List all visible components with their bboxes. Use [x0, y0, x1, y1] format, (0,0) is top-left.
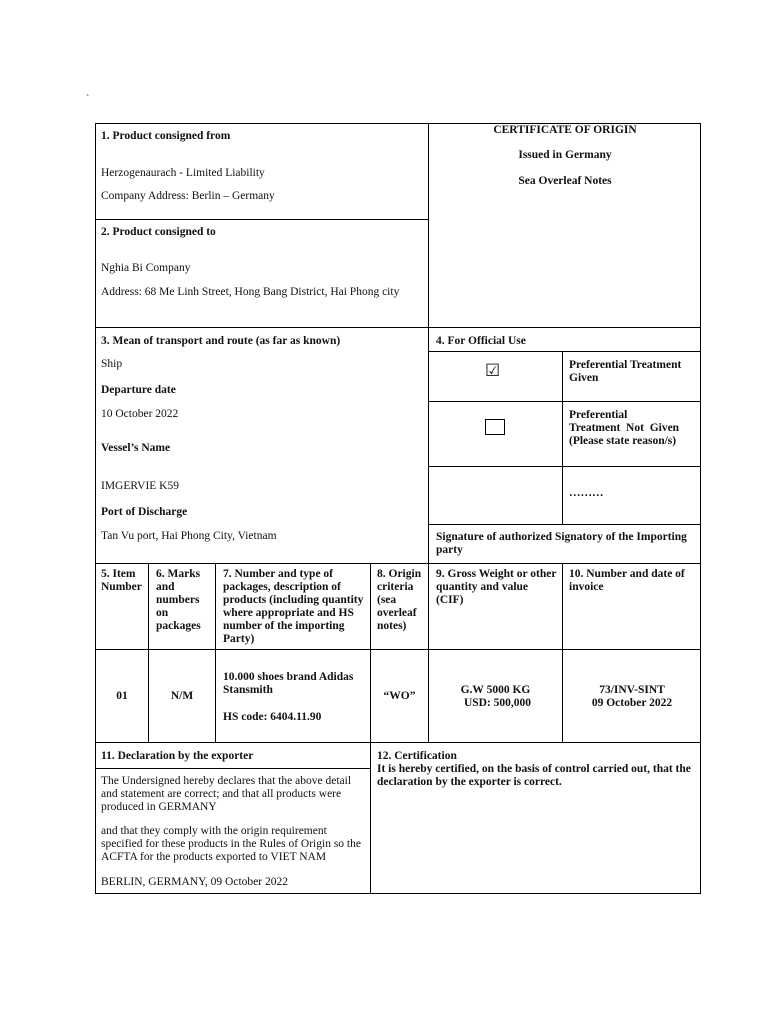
item-description: 10.000 shoes brand Adidas Stansmith: [223, 671, 354, 696]
treatment-not-given-label-2: Treatment Not Given: [569, 422, 680, 434]
divider: [562, 351, 563, 524]
treatment-given-label: Preferential Treatment Given: [569, 359, 682, 384]
divider: [95, 327, 701, 328]
divider: [95, 742, 701, 743]
unchecked-box-icon[interactable]: [485, 419, 505, 435]
stray-mark: `: [86, 94, 90, 105]
transport-mode: Ship: [101, 358, 123, 370]
vessel-value: IMGERVIE K59: [101, 480, 179, 492]
divider: [429, 401, 701, 402]
col-marks-header: 6. Marks and numbers on packages: [156, 568, 201, 632]
declaration-place-date: BERLIN, GERMANY, 09 October 2022: [101, 876, 288, 888]
consignee-address: Address: 68 Me Linh Street, Hong Bang District, Hai Phong city: [101, 286, 400, 298]
consignor-name: Herzogenaurach - Limited Liability: [101, 167, 265, 179]
divider: [215, 563, 216, 742]
departure-label: Departure date: [101, 384, 176, 396]
col-origin-header: 8. Origin criteria (sea overleaf notes): [377, 568, 422, 632]
certificate-title: CERTIFICATE OF ORIGIN: [493, 124, 637, 136]
box4-label: 4. For Official Use: [436, 335, 526, 347]
port-value: Tan Vu port, Hai Phong City, Vietnam: [101, 530, 277, 542]
invoice-date: 09 October 2022: [591, 697, 673, 709]
signature-label: Signature of authorized Signatory of the Importing party: [436, 531, 687, 556]
overleaf-notes: Sea Overleaf Notes: [518, 175, 612, 187]
divider: [429, 466, 701, 467]
checked-box-icon[interactable]: ☑: [485, 361, 501, 381]
item-hs-code: HS code: 6404.11.90: [223, 711, 322, 723]
consignor-address: Company Address: Berlin – Germany: [101, 190, 275, 202]
col-invoice-header: 10. Number and date of invoice: [569, 568, 685, 593]
declaration-para-1: The Undersigned hereby declares that the above detail and statement are correct; and that all products were produced in GERMANY: [101, 775, 352, 813]
item-gross-weight: G.W 5000 KG: [460, 684, 531, 696]
treatment-not-given-label-3: (Please state reason/s): [569, 435, 677, 447]
declaration-para-2: and that they comply with the origin requirement specified for these products in the Rules of Origin so the ACFTA for the products exported to VIET NAM: [101, 825, 361, 863]
departure-value: 10 October 2022: [101, 408, 179, 420]
item-marks: N/M: [170, 690, 194, 702]
item-number: 01: [116, 690, 128, 702]
divider: [95, 563, 701, 564]
port-label: Port of Discharge: [101, 506, 188, 518]
divider: [95, 649, 701, 650]
divider: [562, 563, 563, 742]
box12-label: 12. Certification: [377, 750, 457, 762]
divider: [95, 219, 429, 220]
divider: [429, 524, 701, 525]
box3-label: 3. Mean of transport and route (as far as known): [101, 335, 341, 347]
col-item-number-header: 5. Item Number: [101, 568, 142, 593]
divider: [429, 351, 701, 352]
item-origin-criteria: “WO”: [383, 690, 416, 702]
box11-label: 11. Declaration by the exporter: [101, 750, 254, 762]
divider: [370, 563, 371, 894]
box1-label: 1. Product consigned from: [101, 130, 231, 142]
invoice-number: 73/INV-SINT: [599, 684, 665, 696]
treatment-not-given-label-1: Preferential: [569, 409, 628, 421]
divider: [95, 768, 371, 769]
divider: [428, 123, 429, 742]
vessel-label: Vessel’s Name: [101, 442, 171, 454]
box2-label: 2. Product consigned to: [101, 226, 216, 238]
col-weight-header: 9. Gross Weight or other quantity and value (CIF): [436, 568, 557, 606]
col-description-header: 7. Number and type of packages, description of products (including quantity where appropriate and HS number of the importing Party): [223, 568, 364, 645]
item-value: USD: 500,000: [463, 697, 532, 709]
divider: [148, 563, 149, 742]
reason-dots: ………: [569, 487, 604, 499]
consignee-name: Nghia Bi Company: [101, 262, 191, 274]
certification-text: It is hereby certified, on the basis of control carried out, that the declaration by the exporter is correct.: [377, 763, 691, 788]
issued-in: Issued in Germany: [518, 149, 612, 161]
